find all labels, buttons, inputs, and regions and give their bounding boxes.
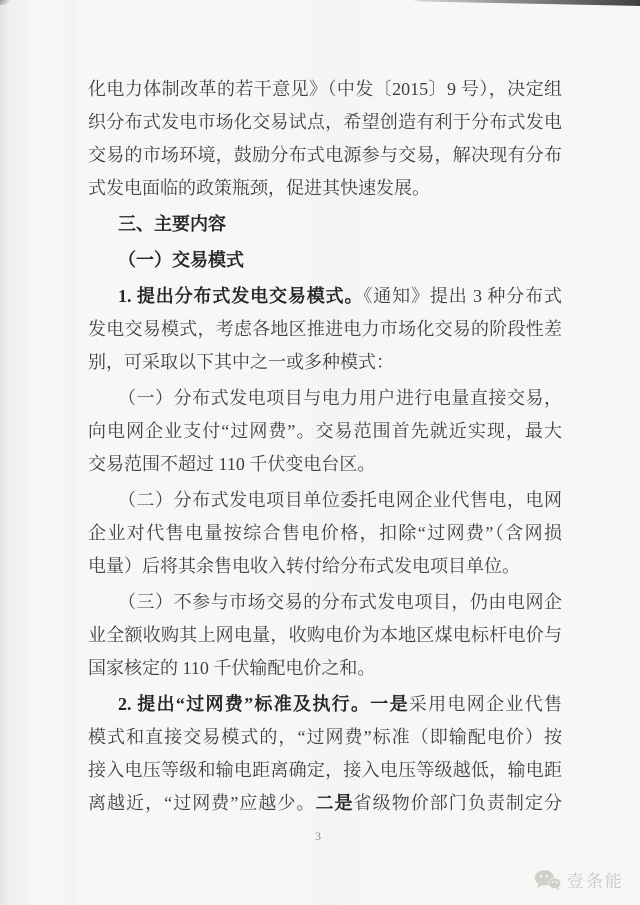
bold-text-segment: 二是	[315, 793, 354, 813]
text-segment: 发电交易模式，考虑各地区推进电力市场化交易的阶段性差	[88, 319, 562, 339]
text-line	[88, 139, 562, 172]
text-line	[88, 73, 562, 106]
para-intro	[88, 73, 562, 205]
text-line	[88, 484, 562, 517]
para-mode-2	[88, 484, 562, 583]
text-line	[88, 382, 562, 415]
text-segment: 别，可采取以下其中之一或多种模式：	[88, 352, 394, 372]
text-line	[88, 754, 562, 787]
para-mode-1	[88, 382, 562, 481]
text-segment: 交易的市场环境，鼓励分布式电源参与交易，解决现有分布	[88, 145, 562, 165]
text-segment: 企业对代售电量按综合售电价格，扣除“过网费”（含网损	[88, 523, 562, 543]
wechat-icon	[534, 869, 562, 891]
text-line	[88, 586, 562, 619]
text-line	[88, 688, 562, 721]
text-line	[88, 346, 562, 379]
text-segment: 式发电面临的政策瓶颈，促进其快速发展。	[88, 178, 430, 198]
heading-section-3	[88, 208, 562, 241]
heading-subsection-1	[88, 244, 562, 277]
text-segment: （二）分布式发电项目单位委托电网企业代售电，电网	[118, 490, 562, 510]
text-segment: 业全额收购其上网电量，收购电价为本地区煤电标杆电价与	[88, 625, 562, 645]
text-line	[88, 448, 562, 481]
text-segment: 接入电压等级和输电距离确定，接入电压等级越低，输电距	[88, 760, 562, 780]
text-line	[88, 208, 562, 241]
watermark-text: 壹条能	[567, 872, 624, 891]
text-line	[88, 415, 562, 448]
text-segment: 国家核定的 110 千伏输配电价之和。	[88, 658, 376, 678]
text-segment: （三）不参与市场交易的分布式发电项目，仍由电网企	[118, 592, 562, 612]
text-line	[88, 652, 562, 685]
text-segment: 省级物价部门负责制定分	[353, 793, 563, 813]
document-body	[88, 73, 562, 823]
watermark	[534, 867, 624, 892]
bold-text-segment: 三、主要内容	[118, 214, 226, 234]
text-line	[88, 619, 562, 652]
text-segment: （一）分布式发电项目与电力用户进行电量直接交易，	[118, 388, 562, 408]
bold-text-segment: （一）交易模式	[118, 250, 244, 270]
text-line	[88, 550, 562, 583]
page-number: 3	[315, 829, 321, 843]
text-line	[88, 280, 562, 313]
text-segment: 采用电网企业代售	[408, 694, 563, 714]
text-line	[88, 313, 562, 346]
text-segment: 向电网企业支付“过网费”。交易范围首先就近实现，最大	[88, 421, 562, 441]
text-segment: 交易范围不超过 110 千伏变电台区。	[88, 454, 376, 474]
scan-shadow-top-left-corner	[0, 0, 10, 5]
scan-shadow-top-edge	[412, 0, 640, 6]
text-segment: 模式和直接交易模式的，“过网费”标准（即输配电价）按	[88, 727, 562, 747]
text-line	[88, 106, 562, 139]
para-mode-3	[88, 586, 562, 685]
text-line	[88, 517, 562, 550]
text-segment: 离越近，“过网费”应越少。	[88, 793, 316, 813]
text-segment: 电量）后将其余售电收入转付给分布式发电项目单位。	[88, 556, 520, 576]
text-line	[88, 244, 562, 277]
text-segment: 化电力体制改革的若干意见》（中发〔2015〕9 号），决定组	[88, 79, 562, 99]
text-line	[88, 787, 562, 820]
text-line	[88, 721, 562, 754]
text-segment: 织分布式发电市场化交易试点，希望创造有利于分布式发电	[88, 112, 562, 132]
bold-text-segment: 2. 提出“过网费”标准及执行。一是	[118, 694, 409, 714]
text-segment: 《通知》提出 3 种分布式	[363, 286, 562, 306]
text-line	[88, 172, 562, 205]
bold-text-segment: 1. 提出分布式发电交易模式。	[118, 286, 364, 306]
para-trade-modes	[88, 280, 562, 379]
para-wheeling-fee	[88, 688, 562, 820]
